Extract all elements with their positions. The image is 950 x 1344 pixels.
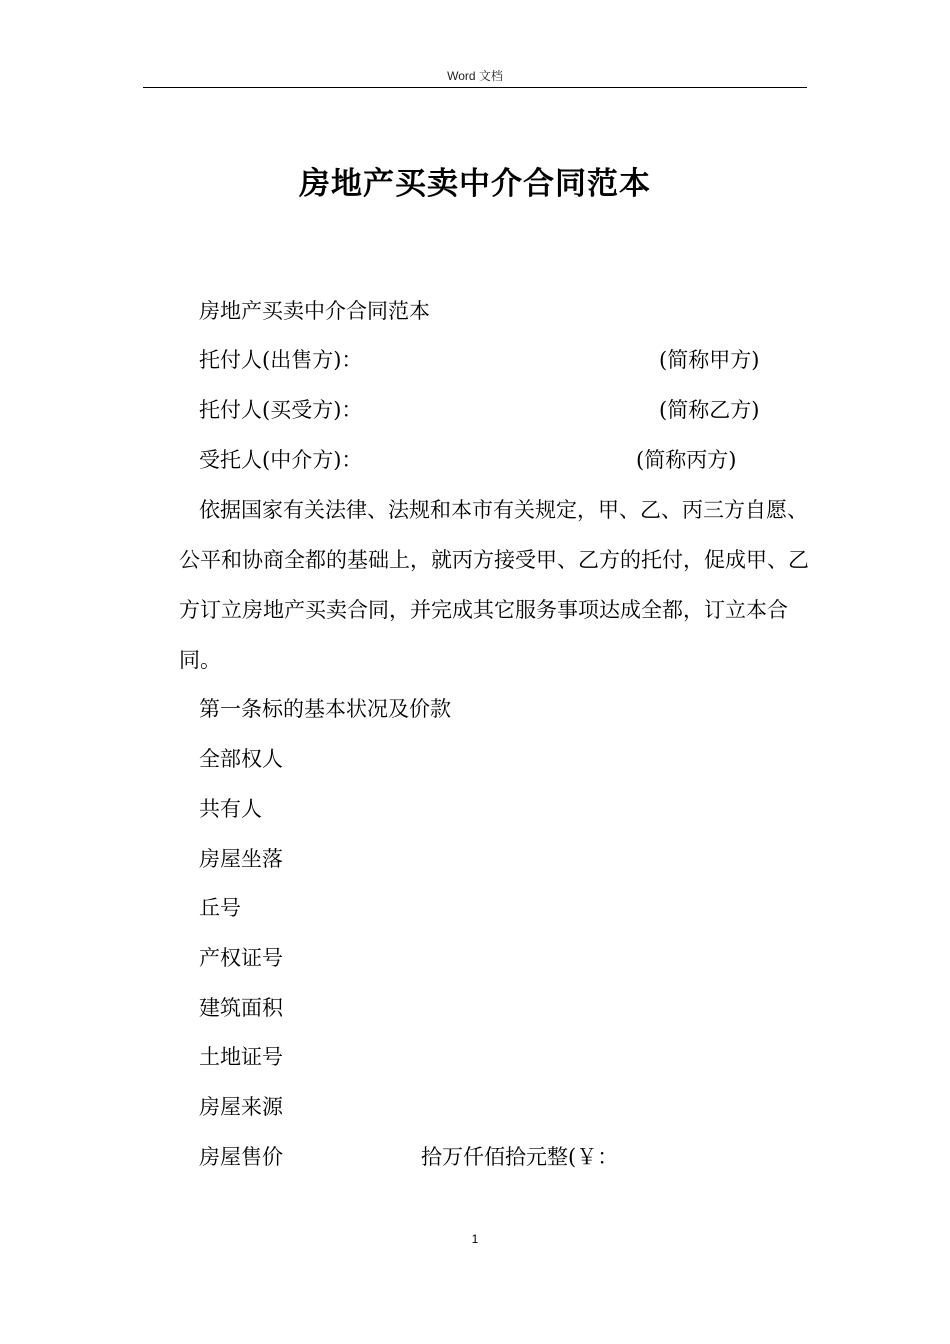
- page-header: Word 文档: [447, 69, 503, 83]
- price-label: 房屋售价: [199, 1145, 283, 1169]
- party-buyer-tag: (简称乙方): [659, 398, 760, 422]
- document-subtitle: 房地产买卖中介合同范本: [199, 299, 430, 323]
- field-land-cert: 土地证号: [199, 1045, 283, 1069]
- party-seller-label: 托付人(出售方)：: [199, 348, 363, 372]
- article1-title: 第一条标的基本状况及价款: [199, 697, 451, 721]
- party-agent-tag: (简称丙方): [636, 448, 737, 472]
- field-floor-area: 建筑面积: [199, 996, 283, 1020]
- party-agent-label: 受托人(中介方)：: [199, 448, 363, 472]
- field-lot-number: 丘号: [199, 896, 241, 920]
- field-location: 房屋坐落: [199, 847, 283, 871]
- header-rule: [143, 87, 807, 88]
- field-property-cert: 产权证号: [199, 946, 283, 970]
- party-buyer-label: 托付人(买受方)：: [199, 398, 363, 422]
- field-house-source: 房屋来源: [199, 1095, 283, 1119]
- party-seller-tag: (简称甲方): [659, 348, 760, 372]
- field-owner: 全部权人: [199, 747, 283, 771]
- document-title: 房地产买卖中介合同范本: [299, 166, 651, 202]
- page-number: 1: [471, 1232, 479, 1246]
- field-co-owner: 共有人: [199, 797, 262, 821]
- intro-paragraph: 依据国家有关法律、法规和本市有关规定，甲、乙、丙三方自愿、公平和协商全都的基础上，就丙方接受甲、乙方的托付，促成甲、乙方订立房地产买卖合同，并完成其它服务事项达成全都，订立本合同。: [179, 498, 809, 672]
- price-value: 拾万仟佰拾元整(￥：: [421, 1145, 619, 1169]
